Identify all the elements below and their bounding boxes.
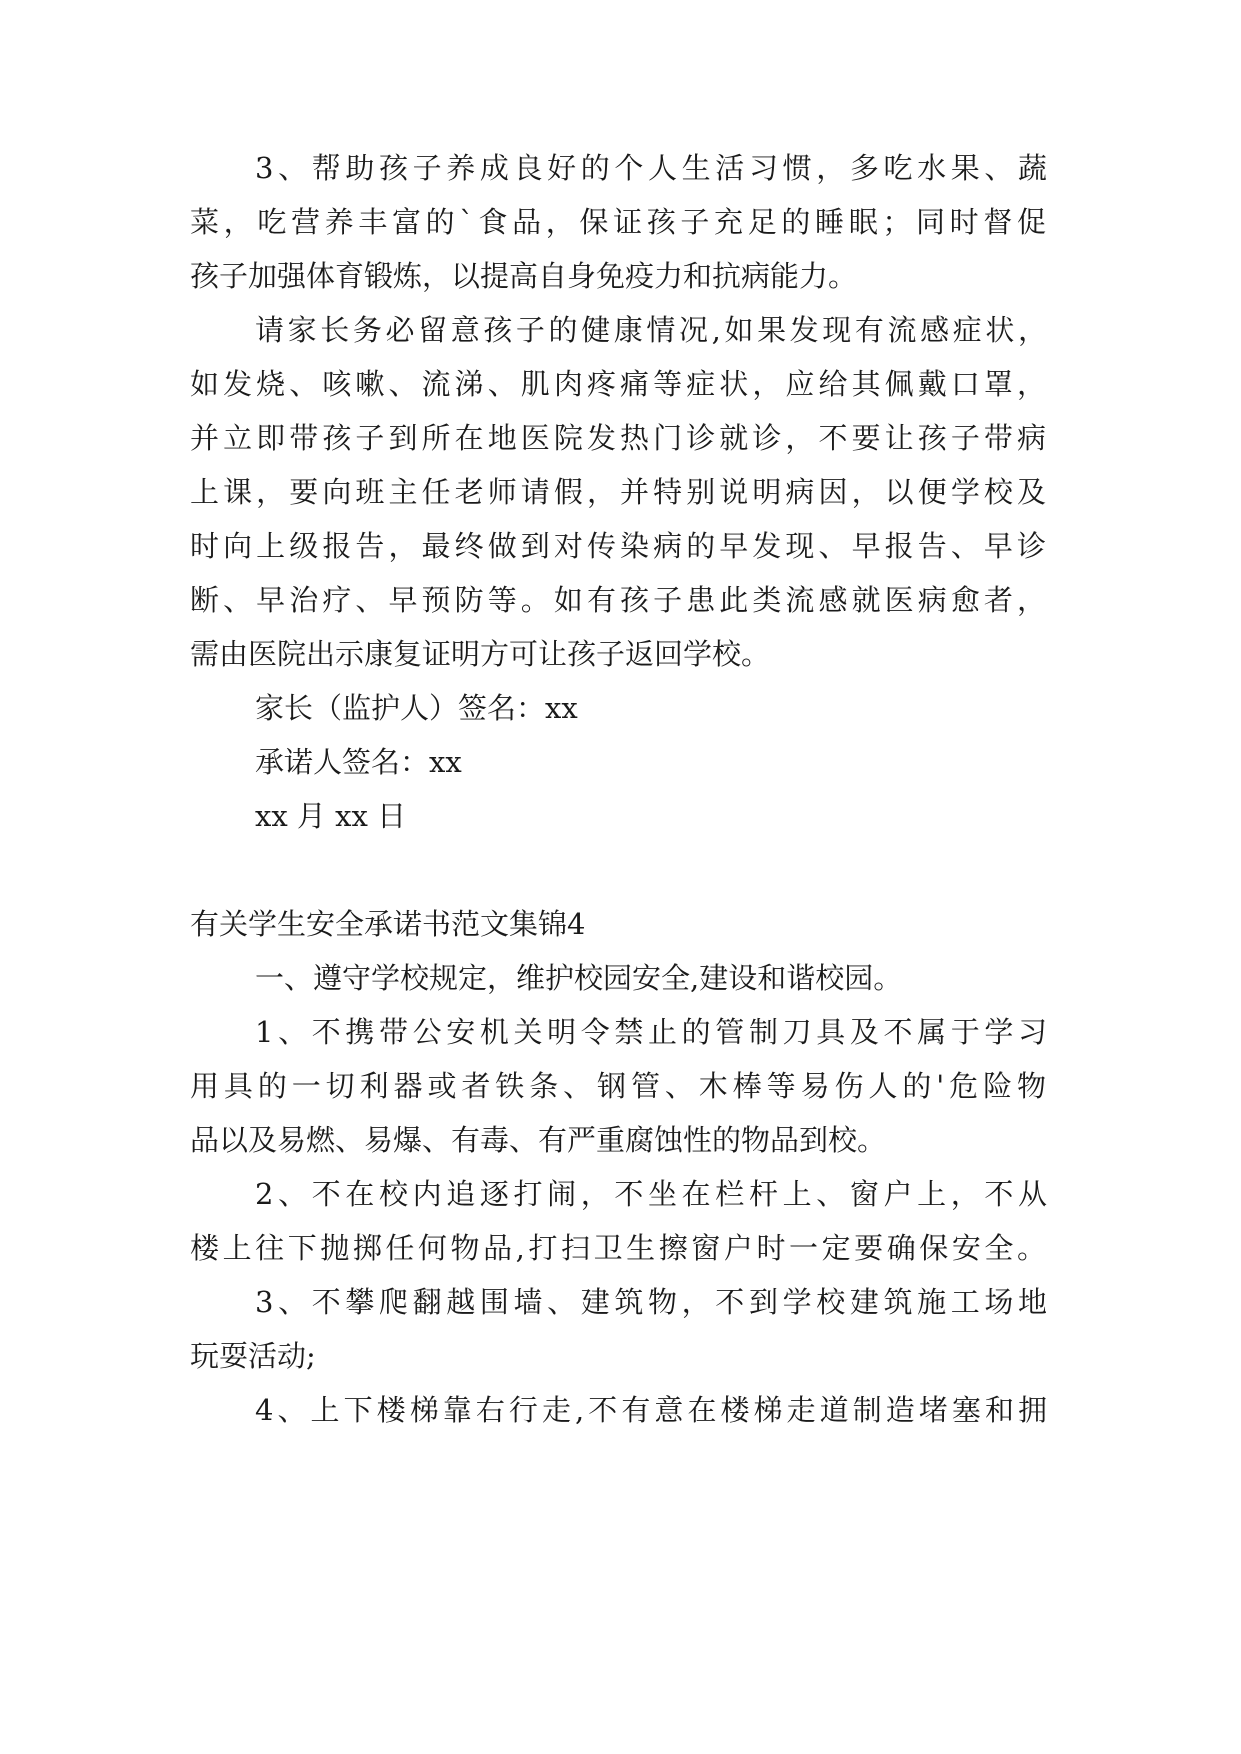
paragraph-line: 4、上下楼梯靠右行走,不有意在楼梯走道制造堵塞和拥 [255, 1393, 1047, 1427]
date-line: xx 月 xx 日 [255, 799, 407, 833]
paragraph-line: 请家长务必留意孩子的健康情况,如果发现有流感症状， [255, 313, 1047, 347]
paragraph-line: 如发烧、咳嗽、流涕、肌肉疼痛等症状，应给其佩戴口罩， [190, 367, 1046, 401]
promiser-signature-line: 承诺人签名：xx [255, 745, 462, 779]
paragraph-line: 2、不在校内追逐打闹，不坐在栏杆上、窗户上，不从 [255, 1177, 1047, 1211]
paragraph-line: 孩子加强体育锻炼，以提高自身免疫力和抗病能力。 [190, 259, 858, 293]
paragraph-line: 时向上级报告，最终做到对传染病的早发现、早报告、早诊 [190, 529, 1046, 563]
parent-signature-line: 家长（监护人）签名：xx [255, 691, 578, 725]
paragraph-line: 并立即带孩子到所在地医院发热门诊就诊，不要让孩子带病 [190, 421, 1046, 455]
paragraph-line: 1、不携带公安机关明令禁止的管制刀具及不属于学习 [255, 1015, 1047, 1049]
paragraph-line: 菜，吃营养丰富的`食品，保证孩子充足的睡眠；同时督促 [190, 205, 1046, 239]
paragraph-line: 楼上往下抛掷任何物品,打扫卫生擦窗户时一定要确保安全。 [190, 1231, 1046, 1265]
paragraph-line: 需由医院出示康复证明方可让孩子返回学校。 [190, 637, 771, 671]
paragraph-line: 用具的一切利器或者铁条、钢管、木棒等易伤人的'危险物 [190, 1069, 1046, 1103]
section-title: 有关学生安全承诺书范文集锦4 [190, 907, 586, 941]
paragraph-line: 玩耍活动; [190, 1339, 316, 1373]
paragraph-line: 3、不攀爬翻越围墙、建筑物，不到学校建筑施工场地 [255, 1285, 1047, 1319]
paragraph-line: 断、早治疗、早预防等。如有孩子患此类流感就医病愈者， [190, 583, 1046, 617]
paragraph-line: 一、遵守学校规定，维护校园安全,建设和谐校园。 [255, 961, 903, 995]
paragraph-line: 3、帮助孩子养成良好的个人生活习惯，多吃水果、蔬 [255, 151, 1047, 185]
paragraph-line: 品以及易燃、易爆、有毒、有严重腐蚀性的物品到校。 [190, 1123, 887, 1157]
paragraph-line: 上课，要向班主任老师请假，并特别说明病因，以便学校及 [190, 475, 1046, 509]
